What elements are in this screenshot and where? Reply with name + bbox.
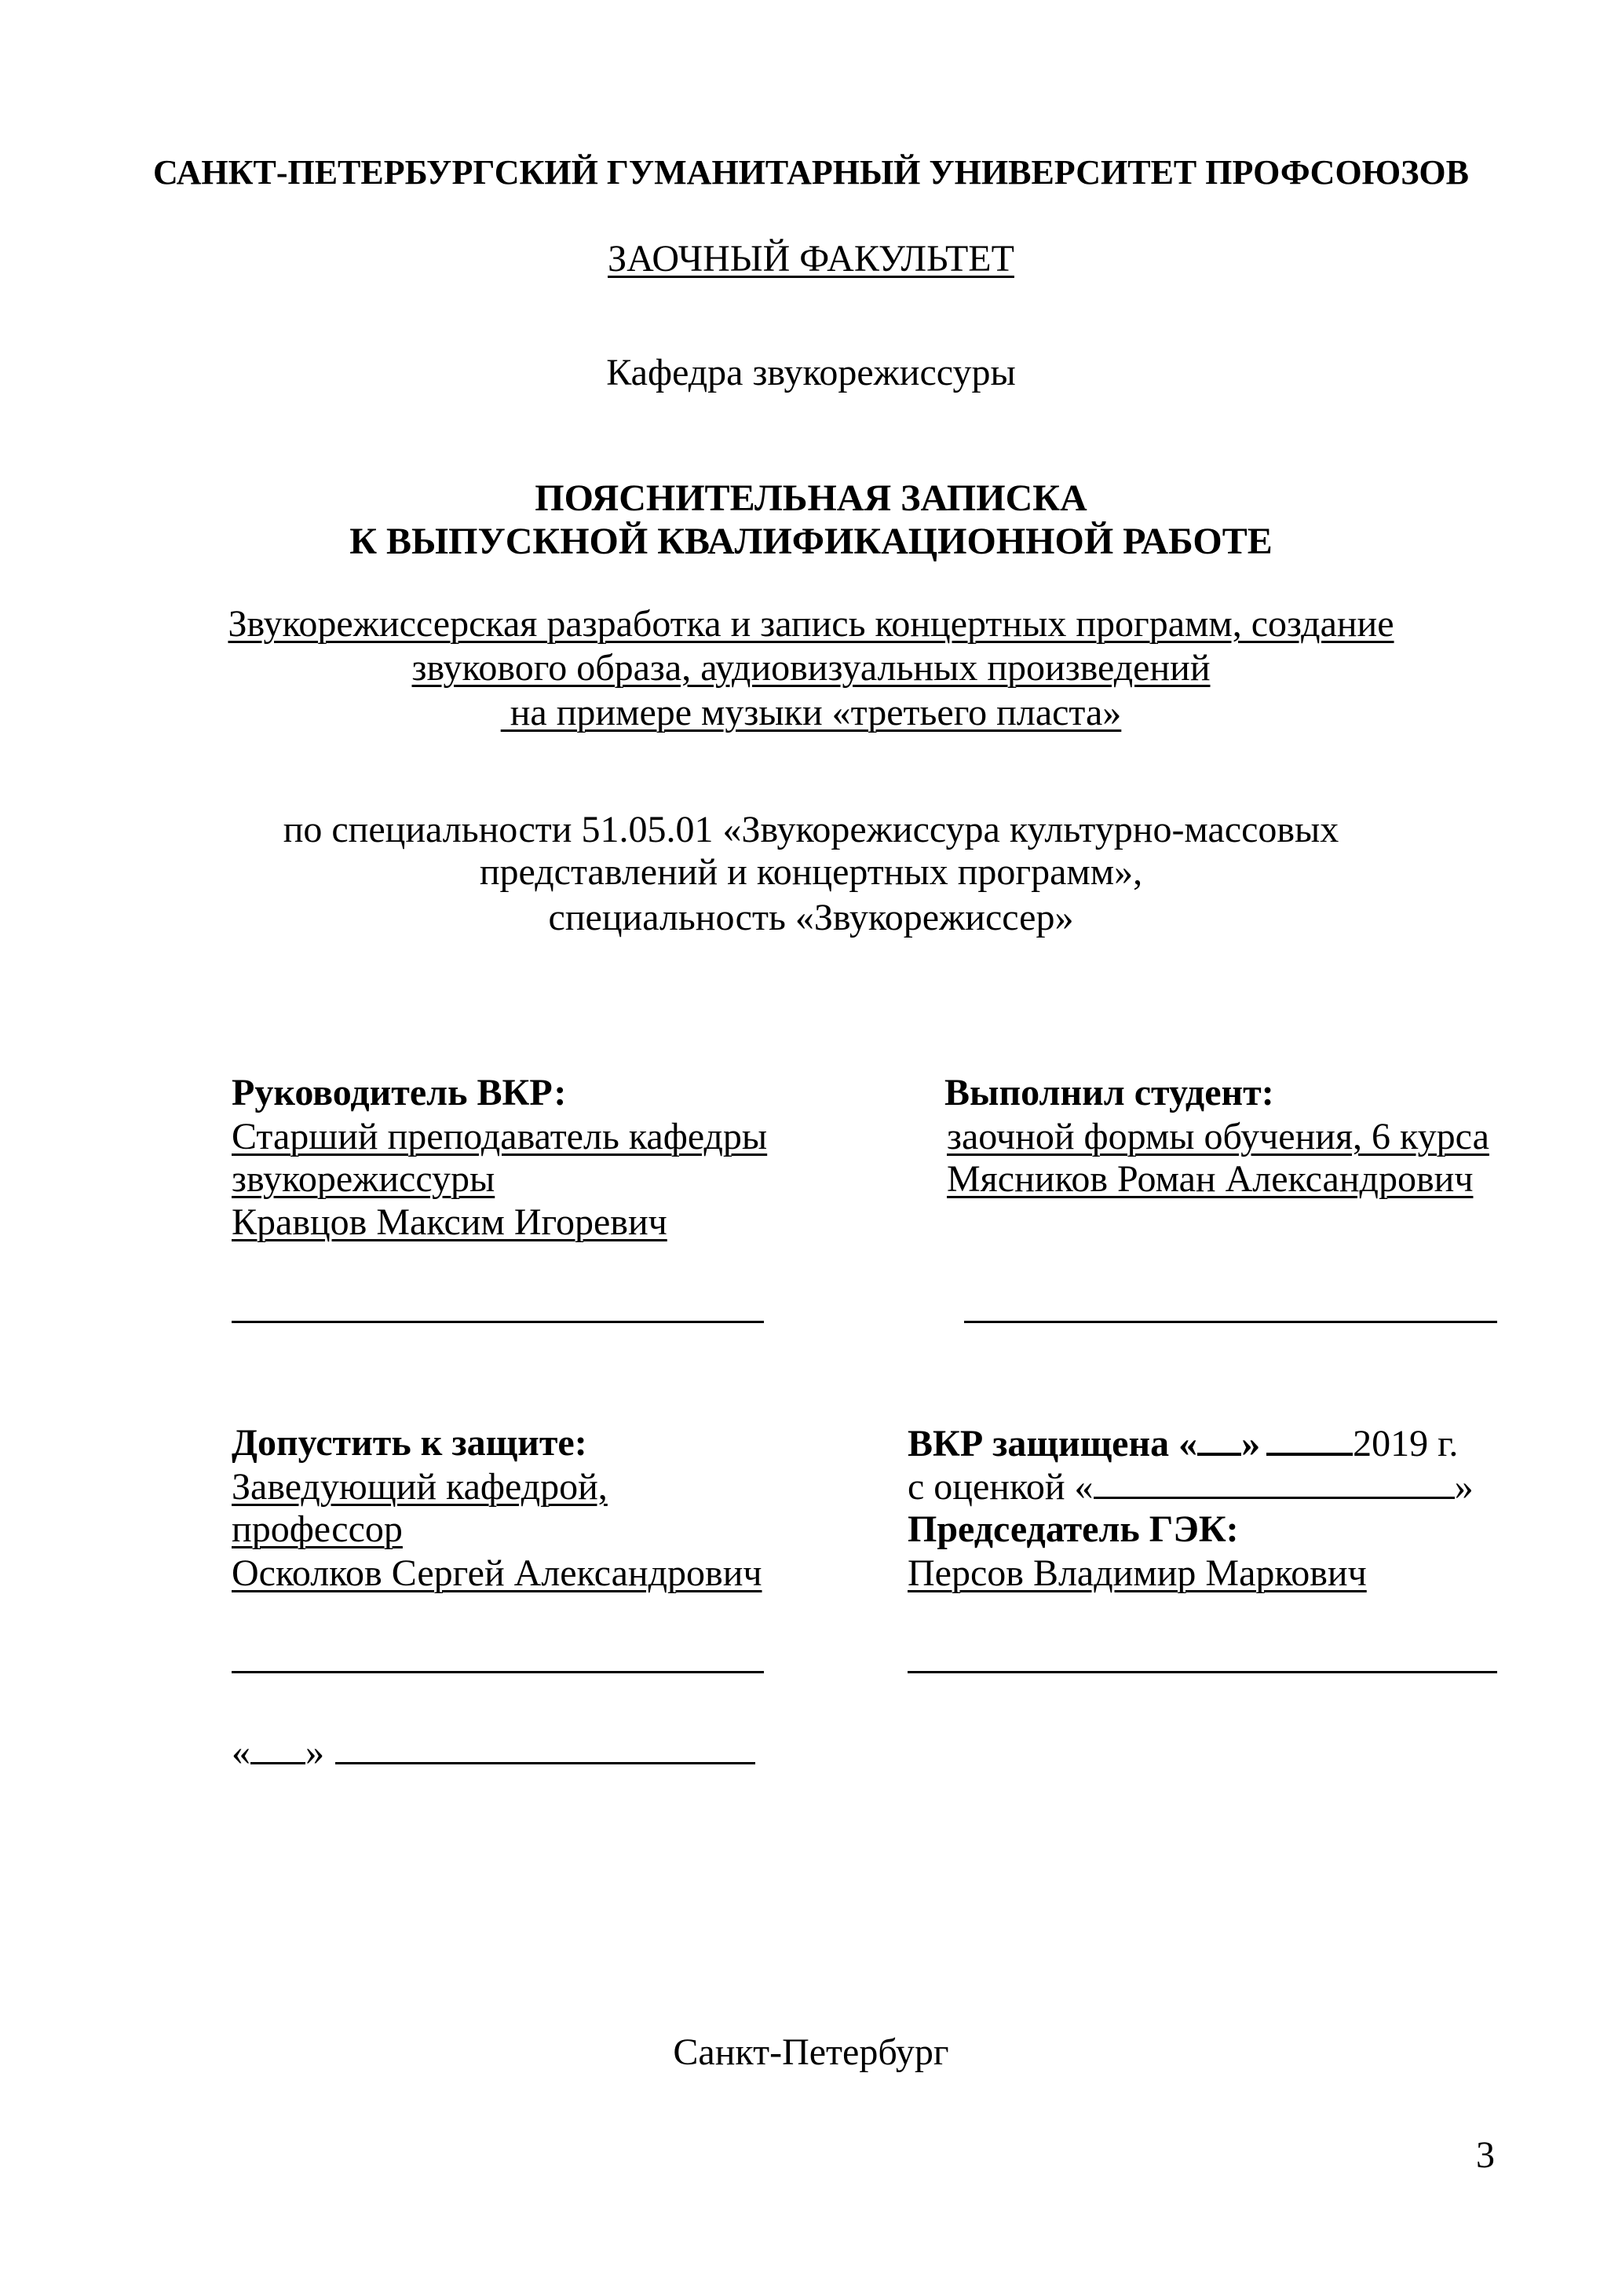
defense-year: 2019 г. (1353, 1423, 1459, 1464)
specialty-line-1: по специальности 51.05.01 «Звукорежиссура культурно-массовых (283, 809, 1339, 850)
admit-date-line (232, 1731, 755, 1775)
chair-signature-line (908, 1671, 1497, 1673)
admit-month-blank[interactable] (335, 1731, 755, 1764)
grade-blank[interactable] (1094, 1465, 1455, 1499)
topic-line-3: на примере музыки «третьего пласта» (500, 692, 1122, 733)
grade-line (908, 1465, 1474, 1509)
admit-date-open: « (232, 1731, 250, 1773)
admit-heading: Допустить к защите: (232, 1422, 587, 1464)
supervisor-heading: Руководитель ВКР: (232, 1072, 567, 1113)
topic-line-1: Звукорежиссерская разработка и запись концертных программ, создание (228, 603, 1394, 645)
page-number: 3 (1476, 2134, 1495, 2176)
admit-day-blank[interactable] (250, 1731, 305, 1764)
student-signature-line (964, 1321, 1497, 1323)
faculty-name: ЗАОЧНЫЙ ФАКУЛЬТЕТ (608, 238, 1014, 280)
topic-line-2: звукового образа, аудиовизуальных произведений (411, 647, 1211, 689)
admit-name: Осколков Сергей Александрович (232, 1552, 762, 1594)
defense-day-blank[interactable] (1197, 1421, 1241, 1456)
chair-heading: Председатель ГЭК: (908, 1508, 1239, 1550)
defense-heading: ВКР защищена « (908, 1423, 1198, 1464)
supervisor-signature-line (232, 1321, 764, 1323)
department-name: Кафедра звукорежиссуры (606, 352, 1016, 393)
student-study-form: заочной формы обучения, 6 курса (947, 1116, 1489, 1157)
admit-position: Заведующий кафедрой, (232, 1466, 608, 1508)
document-title-line-2: К ВЫПУСКНОЙ КВАЛИФИКАЦИОННОЙ РАБОТЕ (349, 521, 1273, 562)
admit-date-close: » (305, 1731, 324, 1773)
student-heading: Выполнил студент: (944, 1072, 1274, 1113)
city: Санкт-Петербург (673, 2031, 949, 2073)
admit-title: профессор (232, 1508, 403, 1550)
supervisor-department: звукорежиссуры (232, 1158, 495, 1200)
specialty-line-2: представлений и концертных программ», (479, 851, 1143, 893)
defense-month-blank[interactable] (1266, 1421, 1353, 1456)
student-name: Мясников Роман Александрович (947, 1158, 1474, 1200)
university-name: САНКТ-ПЕТЕРБУРГСКИЙ ГУМАНИТАРНЫЙ УНИВЕРСИТЕТ ПРОФСОЮЗОВ (152, 153, 1470, 192)
specialty-line-3: специальность «Звукорежиссер» (548, 897, 1074, 938)
supervisor-position: Старший преподаватель кафедры (232, 1116, 768, 1157)
document-title-line-1: ПОЯСНИТЕЛЬНАЯ ЗАПИСКА (535, 477, 1087, 519)
grade-label: с оценкой « (908, 1466, 1094, 1508)
supervisor-name: Кравцов Максим Игоревич (232, 1201, 667, 1243)
admit-signature-line (232, 1671, 764, 1673)
grade-quote-close: » (1454, 1466, 1474, 1508)
defense-quote-close: » (1241, 1423, 1261, 1464)
defense-date-line (908, 1421, 1458, 1466)
chair-name: Персов Владимир Маркович (908, 1552, 1367, 1594)
